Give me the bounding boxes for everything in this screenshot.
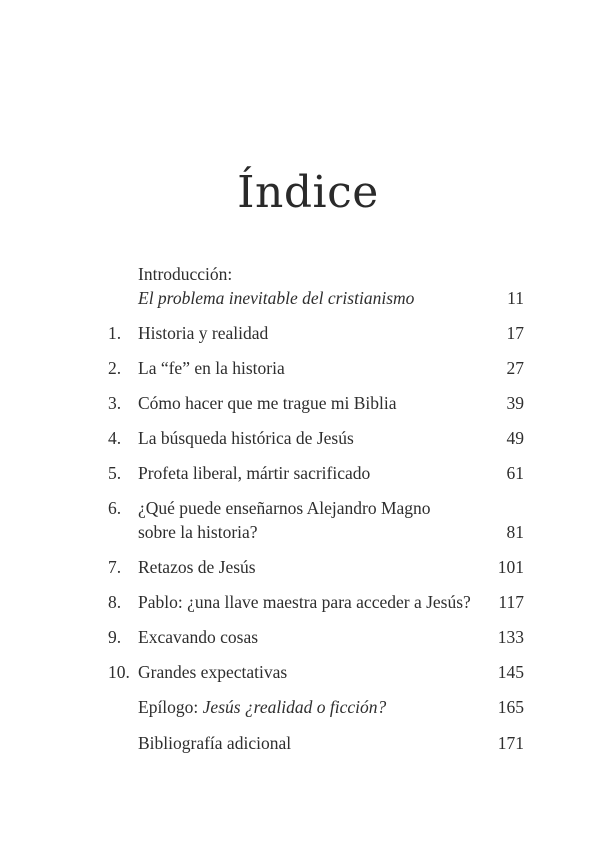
- toc-chapter-title-line-2: sobre la historia?: [138, 522, 258, 542]
- toc-entry-label: Introducción:: [138, 264, 233, 284]
- toc-entry-epilogue-text: [138, 695, 386, 719]
- toc-page-number: 165: [497, 697, 524, 717]
- toc-chapter-title: Grandes expectativas: [138, 662, 288, 682]
- page-title: Índice: [237, 167, 379, 218]
- toc-entry-label: Bibliografía adicional: [138, 733, 292, 753]
- toc-chapter-title: Profeta liberal, mártir sacrificado: [138, 463, 371, 483]
- toc-chapter-number: 4.: [108, 428, 122, 448]
- toc-page-number: 17: [506, 323, 524, 343]
- toc-chapter-number: 9.: [108, 627, 122, 647]
- toc-chapter-number: 2.: [108, 358, 122, 378]
- toc-chapter-title: Pablo: ¿una llave maestra para acceder a Jesús?: [138, 592, 471, 612]
- toc-chapter-number: 6.: [108, 498, 122, 518]
- toc-page-number: 61: [506, 463, 524, 483]
- toc-chapter-title: Retazos de Jesús: [138, 557, 256, 577]
- toc-page-number: 145: [497, 662, 524, 682]
- toc-page-number: 117: [498, 592, 524, 612]
- toc-entry-subtitle: El problema inevitable del cristianismo: [138, 288, 415, 308]
- toc-page-number: 81: [506, 522, 524, 542]
- toc-chapter-number: 3.: [108, 393, 122, 413]
- toc-chapter-title: Excavando cosas: [138, 627, 259, 647]
- toc-chapter-title: La búsqueda histórica de Jesús: [138, 428, 354, 448]
- toc-page-number: 133: [497, 627, 524, 647]
- toc-chapter-title: Cómo hacer que me trague mi Biblia: [138, 393, 397, 413]
- toc-page-number: 39: [506, 393, 524, 413]
- toc-entry-subtitle: Jesús ¿realidad o ficción?: [202, 697, 387, 717]
- toc-page-number: 27: [506, 358, 524, 378]
- toc-page-number: 101: [497, 557, 524, 577]
- toc-chapter-number: 7.: [108, 557, 122, 577]
- toc-chapter-title: La “fe” en la historia: [138, 358, 285, 378]
- toc-page-number: 171: [497, 733, 524, 753]
- toc-entry-label: Epílogo:: [138, 697, 199, 717]
- toc-chapter-number: 5.: [108, 463, 122, 483]
- toc-page-number: 49: [506, 428, 524, 448]
- toc-chapter-title-line-1: ¿Qué puede enseñarnos Alejandro Magno: [138, 498, 431, 518]
- toc-chapter-title: Historia y realidad: [138, 323, 269, 343]
- toc-chapter-number: 8.: [108, 592, 122, 612]
- toc-page-number: 11: [507, 288, 524, 308]
- toc-chapter-number: 1.: [108, 323, 122, 343]
- toc-chapter-number: 10.: [108, 662, 130, 682]
